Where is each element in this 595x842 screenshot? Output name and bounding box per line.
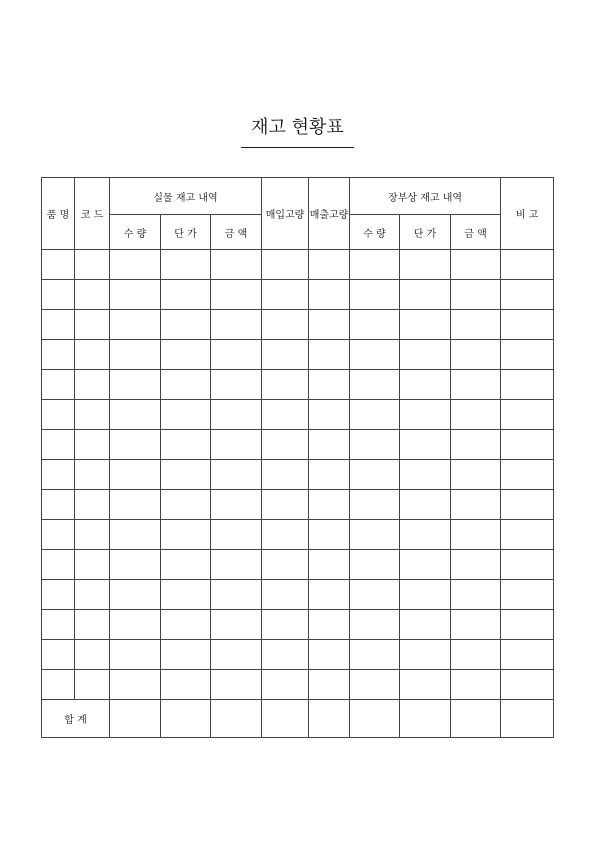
table-cell[interactable] — [161, 520, 211, 550]
table-cell[interactable] — [309, 250, 350, 280]
total-cell[interactable] — [211, 700, 262, 738]
table-cell[interactable] — [400, 280, 451, 310]
table-cell[interactable] — [211, 520, 262, 550]
table-cell[interactable] — [350, 460, 400, 490]
table-cell[interactable] — [400, 550, 451, 580]
table-cell[interactable] — [161, 460, 211, 490]
table-cell[interactable] — [42, 610, 75, 640]
table-cell[interactable] — [400, 490, 451, 520]
table-cell[interactable] — [501, 340, 554, 370]
table-row — [42, 580, 554, 610]
table-cell[interactable] — [451, 640, 501, 670]
header-outbound: 매출고량 — [309, 178, 350, 250]
table-cell[interactable] — [161, 310, 211, 340]
table-cell[interactable] — [262, 430, 309, 460]
table-row — [42, 490, 554, 520]
table-cell[interactable] — [75, 580, 110, 610]
table-cell[interactable] — [110, 610, 161, 640]
table-cell[interactable] — [309, 640, 350, 670]
table-cell[interactable] — [110, 310, 161, 340]
table-cell[interactable] — [75, 280, 110, 310]
table-cell[interactable] — [262, 460, 309, 490]
total-cell[interactable] — [161, 700, 211, 738]
total-cell[interactable] — [400, 700, 451, 738]
table-cell[interactable] — [451, 280, 501, 310]
table-cell[interactable] — [110, 640, 161, 670]
header-book-unit-price: 단 가 — [400, 215, 451, 250]
title-area — [0, 113, 595, 148]
table-cell[interactable] — [400, 250, 451, 280]
table-cell[interactable] — [501, 310, 554, 340]
header-book-stock: 장부상 재고 내역 — [350, 178, 501, 215]
table-cell[interactable] — [309, 280, 350, 310]
table-cell[interactable] — [400, 610, 451, 640]
table-cell[interactable] — [42, 520, 75, 550]
table-body — [42, 250, 554, 700]
table-cell[interactable] — [350, 550, 400, 580]
table-cell[interactable] — [501, 640, 554, 670]
table-cell[interactable] — [451, 250, 501, 280]
table-cell[interactable] — [211, 640, 262, 670]
table-cell[interactable] — [350, 250, 400, 280]
table-cell[interactable] — [42, 280, 75, 310]
table-row — [42, 550, 554, 580]
header-actual-qty: 수 량 — [110, 215, 161, 250]
table-cell[interactable] — [75, 550, 110, 580]
table-cell[interactable] — [262, 310, 309, 340]
total-label: 합 계 — [42, 700, 110, 738]
table-cell[interactable] — [350, 520, 400, 550]
table-cell[interactable] — [75, 430, 110, 460]
table-cell[interactable] — [262, 520, 309, 550]
table-cell[interactable] — [110, 520, 161, 550]
table-cell[interactable] — [451, 340, 501, 370]
table-cell[interactable] — [451, 490, 501, 520]
table-cell[interactable] — [211, 670, 262, 700]
table-cell[interactable] — [110, 400, 161, 430]
table-cell[interactable] — [110, 250, 161, 280]
table-cell[interactable] — [75, 370, 110, 400]
table-cell[interactable] — [501, 580, 554, 610]
table-cell[interactable] — [501, 400, 554, 430]
table-cell[interactable] — [110, 280, 161, 310]
table-cell[interactable] — [75, 310, 110, 340]
table-cell[interactable] — [42, 670, 75, 700]
table-cell[interactable] — [42, 460, 75, 490]
table-cell[interactable] — [262, 610, 309, 640]
table-cell[interactable] — [400, 460, 451, 490]
table-cell[interactable] — [75, 520, 110, 550]
table-cell[interactable] — [75, 610, 110, 640]
total-cell[interactable] — [451, 700, 501, 738]
table-row — [42, 340, 554, 370]
table-cell[interactable] — [42, 340, 75, 370]
table-cell[interactable] — [451, 610, 501, 640]
table-cell[interactable] — [350, 430, 400, 460]
table-cell[interactable] — [211, 460, 262, 490]
total-cell[interactable] — [350, 700, 400, 738]
table-cell[interactable] — [350, 400, 400, 430]
table-row — [42, 280, 554, 310]
table-cell[interactable] — [501, 280, 554, 310]
table-cell[interactable] — [161, 400, 211, 430]
table-cell[interactable] — [42, 250, 75, 280]
table-cell[interactable] — [110, 460, 161, 490]
table-cell[interactable] — [262, 370, 309, 400]
table-cell[interactable] — [75, 400, 110, 430]
table-cell[interactable] — [161, 610, 211, 640]
table-cell[interactable] — [110, 340, 161, 370]
header-remarks: 비 고 — [501, 178, 554, 250]
table-cell[interactable] — [350, 340, 400, 370]
table-cell[interactable] — [309, 580, 350, 610]
table-cell[interactable] — [110, 670, 161, 700]
table-cell[interactable] — [309, 610, 350, 640]
table-cell[interactable] — [262, 550, 309, 580]
table-cell[interactable] — [400, 580, 451, 610]
table-row — [42, 670, 554, 700]
table-cell[interactable] — [309, 520, 350, 550]
table-cell[interactable] — [400, 670, 451, 700]
table-cell[interactable] — [211, 430, 262, 460]
table-cell[interactable] — [400, 340, 451, 370]
table-cell[interactable] — [451, 580, 501, 610]
header-code: 코 드 — [75, 178, 110, 250]
header-row-top — [42, 178, 554, 215]
table-cell[interactable] — [309, 310, 350, 340]
table-cell[interactable] — [309, 550, 350, 580]
table-cell[interactable] — [161, 430, 211, 460]
table-cell[interactable] — [309, 400, 350, 430]
table-cell[interactable] — [110, 550, 161, 580]
table-row — [42, 370, 554, 400]
table-row — [42, 310, 554, 340]
table-cell[interactable] — [161, 490, 211, 520]
table-cell[interactable] — [211, 250, 262, 280]
table-row — [42, 400, 554, 430]
table-cell[interactable] — [110, 490, 161, 520]
table-cell[interactable] — [211, 490, 262, 520]
header-actual-stock: 실물 재고 내역 — [110, 178, 262, 215]
total-cell[interactable] — [309, 700, 350, 738]
header-actual-unit-price: 단 가 — [161, 215, 211, 250]
table-cell[interactable] — [262, 340, 309, 370]
table-cell[interactable] — [451, 400, 501, 430]
table-cell[interactable] — [451, 430, 501, 460]
table-cell[interactable] — [451, 370, 501, 400]
table-cell[interactable] — [42, 400, 75, 430]
table-cell[interactable] — [501, 250, 554, 280]
table-cell[interactable] — [262, 250, 309, 280]
table-cell[interactable] — [309, 670, 350, 700]
table-cell[interactable] — [161, 640, 211, 670]
table-cell[interactable] — [451, 670, 501, 700]
table-cell[interactable] — [161, 340, 211, 370]
table-cell[interactable] — [262, 400, 309, 430]
table-cell[interactable] — [350, 610, 400, 640]
table-cell[interactable] — [110, 430, 161, 460]
table-cell[interactable] — [350, 310, 400, 340]
table-cell[interactable] — [309, 370, 350, 400]
table-cell[interactable] — [309, 340, 350, 370]
table-cell[interactable] — [501, 460, 554, 490]
table-cell[interactable] — [350, 490, 400, 520]
table-cell[interactable] — [400, 400, 451, 430]
table-cell[interactable] — [501, 370, 554, 400]
table-cell[interactable] — [161, 550, 211, 580]
table-cell[interactable] — [211, 280, 262, 310]
header-book-amount: 금 액 — [451, 215, 501, 250]
table-cell[interactable] — [262, 490, 309, 520]
header-book-qty: 수 량 — [350, 215, 400, 250]
page-title: 재고 현황표 — [241, 113, 354, 148]
table-cell[interactable] — [211, 550, 262, 580]
table-cell[interactable] — [75, 640, 110, 670]
table-row — [42, 430, 554, 460]
table-row — [42, 640, 554, 670]
table-cell[interactable] — [501, 430, 554, 460]
table-cell[interactable] — [161, 580, 211, 610]
table-cell[interactable] — [42, 310, 75, 340]
table-cell[interactable] — [451, 310, 501, 340]
table-cell[interactable] — [501, 520, 554, 550]
table-cell[interactable] — [400, 370, 451, 400]
table-cell[interactable] — [309, 460, 350, 490]
table-cell[interactable] — [262, 640, 309, 670]
table-cell[interactable] — [75, 460, 110, 490]
table-cell[interactable] — [75, 670, 110, 700]
table-cell[interactable] — [75, 250, 110, 280]
inventory-table — [41, 177, 554, 738]
table-cell[interactable] — [501, 670, 554, 700]
table-cell[interactable] — [211, 370, 262, 400]
table-cell[interactable] — [501, 610, 554, 640]
table-row — [42, 610, 554, 640]
table-cell[interactable] — [42, 580, 75, 610]
table-cell[interactable] — [400, 310, 451, 340]
table-cell[interactable] — [451, 550, 501, 580]
table-cell[interactable] — [42, 640, 75, 670]
table-cell[interactable] — [75, 340, 110, 370]
table-cell[interactable] — [309, 430, 350, 460]
table-cell[interactable] — [400, 430, 451, 460]
table-cell[interactable] — [161, 670, 211, 700]
table-row — [42, 250, 554, 280]
total-cell[interactable] — [110, 700, 161, 738]
table-cell[interactable] — [211, 580, 262, 610]
table-cell[interactable] — [350, 280, 400, 310]
table-cell[interactable] — [42, 430, 75, 460]
table-cell[interactable] — [42, 550, 75, 580]
table-row — [42, 460, 554, 490]
table-cell[interactable] — [350, 370, 400, 400]
total-row — [42, 700, 554, 738]
table-row — [42, 520, 554, 550]
table-cell[interactable] — [262, 580, 309, 610]
header-item: 품 명 — [42, 178, 75, 250]
table-cell[interactable] — [161, 370, 211, 400]
table-cell[interactable] — [110, 580, 161, 610]
table-cell[interactable] — [350, 640, 400, 670]
table-cell[interactable] — [211, 610, 262, 640]
table-cell[interactable] — [451, 520, 501, 550]
table-cell[interactable] — [350, 670, 400, 700]
table-cell[interactable] — [350, 580, 400, 610]
table-cell[interactable] — [161, 280, 211, 310]
header-actual-amount: 금 액 — [211, 215, 262, 250]
table-cell[interactable] — [110, 370, 161, 400]
total-cell[interactable] — [501, 700, 554, 738]
table-cell[interactable] — [501, 490, 554, 520]
table-cell[interactable] — [211, 310, 262, 340]
table-cell[interactable] — [161, 250, 211, 280]
table-cell[interactable] — [309, 490, 350, 520]
table-cell[interactable] — [42, 370, 75, 400]
table-cell[interactable] — [451, 460, 501, 490]
table-cell[interactable] — [42, 490, 75, 520]
table-cell[interactable] — [501, 550, 554, 580]
table-cell[interactable] — [262, 670, 309, 700]
table-cell[interactable] — [211, 400, 262, 430]
total-cell[interactable] — [262, 700, 309, 738]
table-cell[interactable] — [75, 490, 110, 520]
table-cell[interactable] — [400, 640, 451, 670]
table-cell[interactable] — [400, 520, 451, 550]
table-cell[interactable] — [211, 340, 262, 370]
table-cell[interactable] — [262, 280, 309, 310]
header-inbound: 매입고량 — [262, 178, 309, 250]
